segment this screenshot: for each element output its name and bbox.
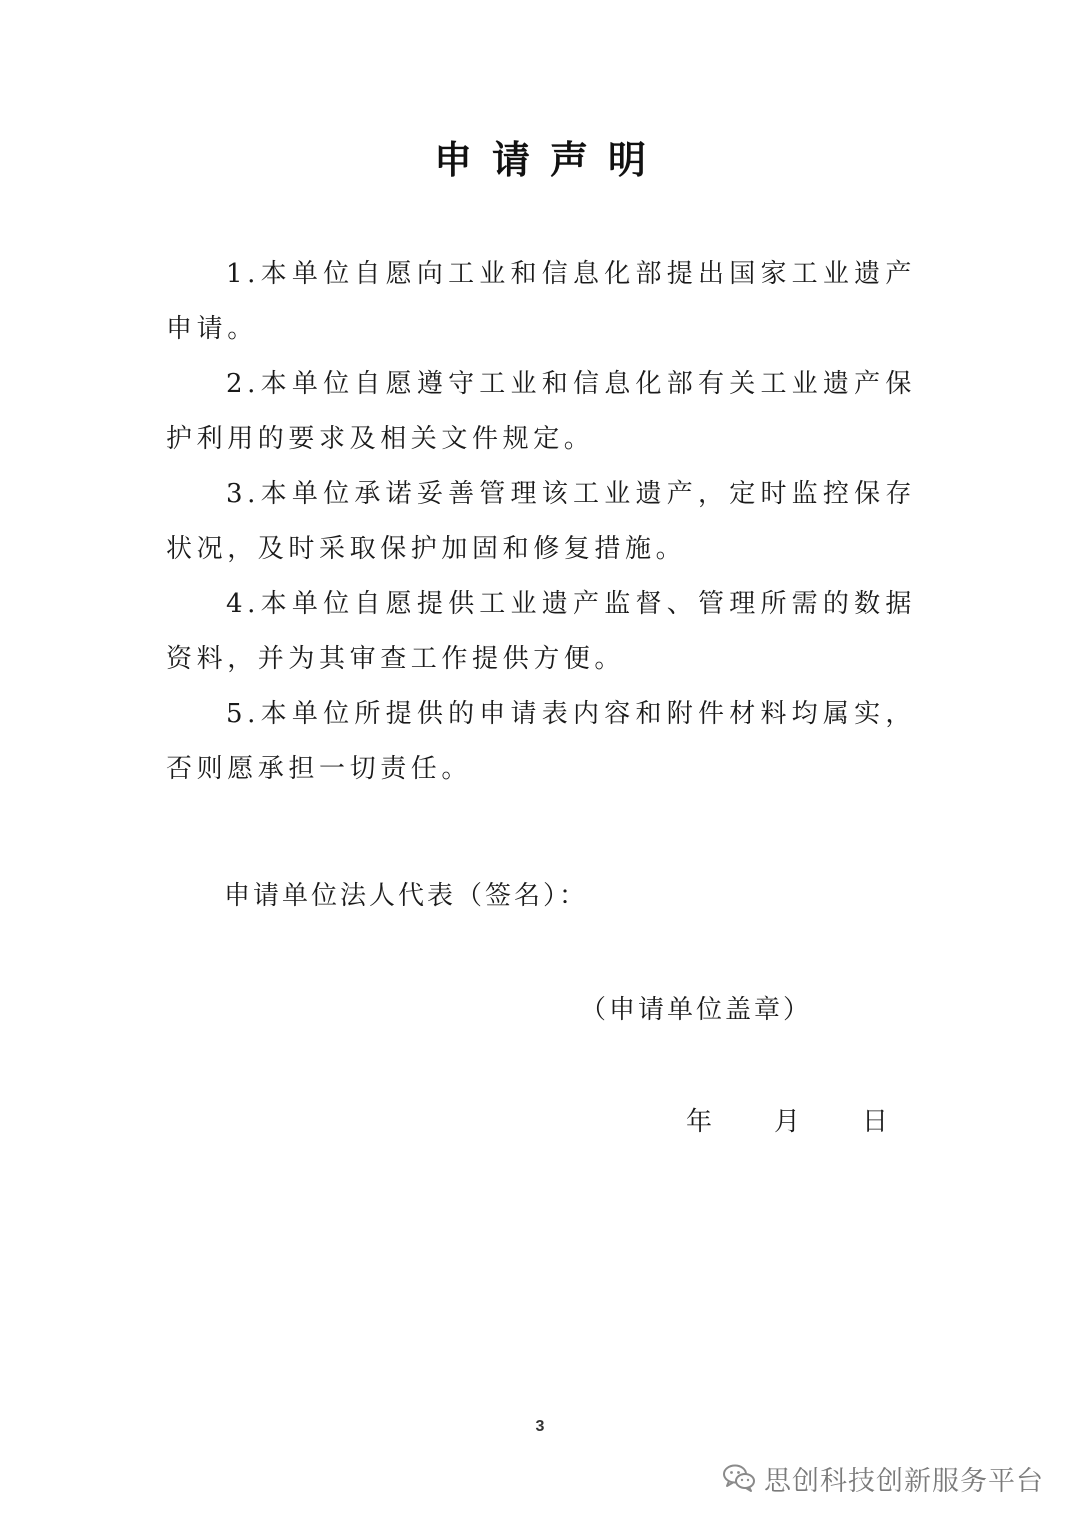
clause-3: 3.本单位承诺妥善管理该工业遗产，定时监控保存状况，及时采取保护加固和修复措施。 bbox=[166, 479, 916, 564]
watermark-text: 思创科技创新服务平台 bbox=[764, 1465, 1044, 1497]
declaration-body bbox=[166, 247, 916, 797]
signature-label: 申请单位法人代表（签名）： bbox=[224, 881, 589, 911]
date-month-label: 月 bbox=[774, 1107, 801, 1137]
clause-5: 5.本单位所提供的申请表内容和附件材料均属实，否则愿承担一切责任。 bbox=[166, 699, 916, 784]
seal-label: （申请单位盖章） bbox=[580, 995, 813, 1025]
wechat-icon bbox=[722, 1463, 756, 1493]
clause-4: 4.本单位自愿提供工业遗产监督、管理所需的数据资料，并为其审查工作提供方便。 bbox=[166, 589, 916, 674]
clause-1: 1.本单位自愿向工业和信息化部提出国家工业遗产申请。 bbox=[166, 259, 916, 344]
page-number: 3 bbox=[535, 1418, 545, 1435]
date-year-label: 年 bbox=[686, 1107, 713, 1137]
date-day-label: 日 bbox=[862, 1107, 889, 1137]
watermark bbox=[722, 1458, 1044, 1498]
clause-2: 2.本单位自愿遵守工业和信息化部有关工业遗产保护利用的要求及相关文件规定。 bbox=[166, 369, 916, 454]
page-title: 申请声明 bbox=[433, 138, 666, 182]
